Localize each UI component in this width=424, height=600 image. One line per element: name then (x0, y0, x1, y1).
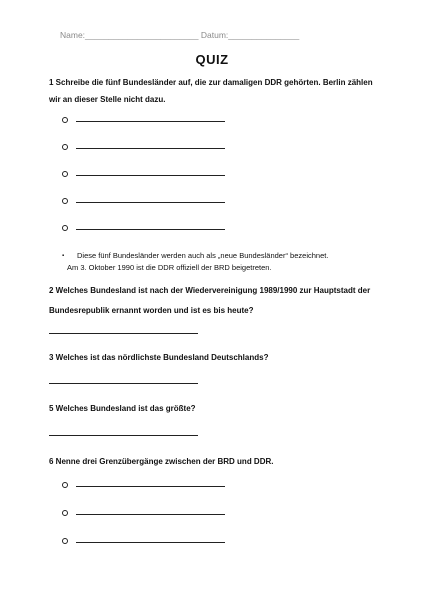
answer-line-2[interactable] (49, 333, 198, 334)
answer-row-1-3[interactable] (62, 171, 232, 181)
date-label: Datum: (200, 30, 229, 40)
name-label: Name: (60, 30, 86, 40)
note-line-2: Am 3. Oktober 1990 ist die DDR offiziell der BRD beigetreten. (67, 263, 272, 272)
question-5: 5 Welches Bundesland ist das größte? (49, 404, 196, 413)
answer-row-1-2[interactable] (62, 144, 232, 154)
answer-line[interactable] (76, 121, 225, 122)
answer-line[interactable] (76, 486, 225, 487)
answer-line[interactable] (76, 542, 225, 543)
circle-bullet-icon (62, 225, 68, 231)
answer-row-1-1[interactable] (62, 117, 232, 127)
name-blank[interactable]: ________________________ (85, 30, 199, 40)
circle-bullet-icon (62, 198, 68, 204)
question-1-note (62, 250, 329, 274)
square-bullet-icon: ▪ (62, 253, 65, 259)
answer-row-6-3[interactable] (62, 538, 232, 548)
circle-bullet-icon (62, 144, 68, 150)
answer-row-1-4[interactable] (62, 198, 232, 208)
answer-line[interactable] (76, 202, 225, 203)
header-name-date (60, 30, 299, 40)
answer-line[interactable] (76, 229, 225, 230)
question-3: 3 Welches ist das nördlichste Bundesland Deutschlands? (49, 353, 269, 362)
answer-row-6-1[interactable] (62, 482, 232, 492)
date-blank[interactable]: _______________ (228, 30, 300, 40)
answer-row-6-2[interactable] (62, 510, 232, 520)
question-2-line-2: Bundesrepublik ernannt worden und ist es bis heute? (49, 306, 254, 315)
page-title: QUIZ (195, 52, 229, 67)
answer-row-1-5[interactable] (62, 225, 232, 235)
circle-bullet-icon (62, 117, 68, 123)
circle-bullet-icon (62, 538, 68, 544)
answer-line-5[interactable] (49, 435, 198, 436)
question-1-line-1: 1 Schreibe die fünf Bundesländer auf, die zur damaligen DDR gehörten. Berlin zählen (49, 78, 373, 87)
question-1-line-2: wir an dieser Stelle nicht dazu. (49, 95, 166, 104)
answer-line[interactable] (76, 514, 225, 515)
question-2 (49, 281, 389, 321)
answer-line[interactable] (76, 175, 225, 176)
circle-bullet-icon (62, 482, 68, 488)
circle-bullet-icon (62, 510, 68, 516)
circle-bullet-icon (62, 171, 68, 177)
question-1 (49, 74, 379, 108)
answer-line[interactable] (76, 148, 225, 149)
note-line-1: Diese fünf Bundesländer werden auch als „neue Bundesländer“ bezeichnet. (77, 251, 329, 260)
answer-line-3[interactable] (49, 383, 198, 384)
question-6: 6 Nenne drei Grenzübergänge zwischen der BRD und DDR. (49, 457, 274, 466)
question-2-line-1: 2 Welches Bundesland ist nach der Wiedervereinigung 1989/1990 zur Hauptstadt der (49, 286, 371, 295)
